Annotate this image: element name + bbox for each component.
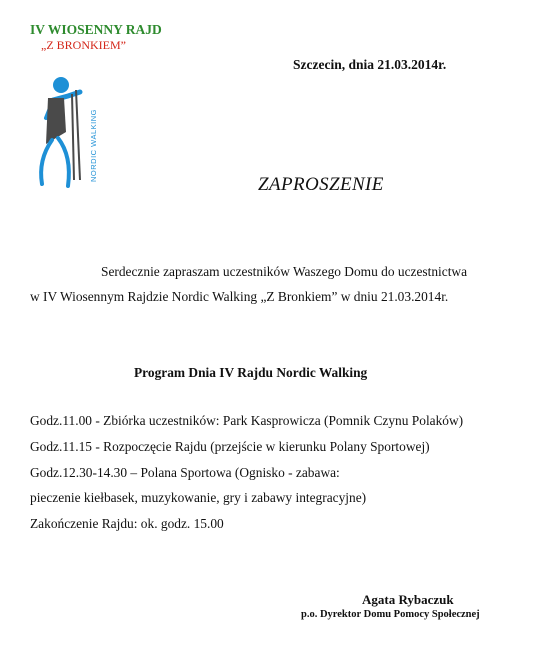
logo-leg-icon xyxy=(58,138,69,186)
program-line: pieczenie kiełbasek, muzykowanie, gry i zabawy integracyjne) xyxy=(30,490,367,505)
brand-subtitle: „Z BRONKIEM” xyxy=(41,38,126,52)
date-line: Szczecin, dnia 21.03.2014r. xyxy=(293,57,447,72)
intro-line-2: w IV Wiosennym Rajdzie Nordic Walking „Z Bronkiem” w dniu 21.03.2014r. xyxy=(30,289,449,304)
program-heading: Program Dnia IV Rajdu Nordic Walking xyxy=(134,365,368,380)
program-line: Godz.12.30-14.30 – Polana Sportowa (Ognisko - zabawa: xyxy=(30,465,340,480)
logo-label: NORDIC WALKING xyxy=(89,109,98,182)
logo-torso-icon xyxy=(46,98,66,144)
logo-pole-icon xyxy=(72,94,74,180)
brand-title: IV WIOSENNY RAJD xyxy=(30,22,162,37)
program-line: Godz.11.15 - Rozpoczęcie Rajdu (przejście w kierunku Polany Sportowej) xyxy=(30,439,430,454)
logo-head-icon xyxy=(53,77,69,93)
document-title: ZAPROSZENIE xyxy=(258,174,384,195)
nordic-walking-logo xyxy=(28,70,104,190)
intro-line-1: Serdecznie zapraszam uczestników Waszego Domu do uczestnictwa xyxy=(101,264,468,279)
signature-role: p.o. Dyrektor Domu Pomocy Społecznej xyxy=(301,609,480,620)
logo-pole-icon xyxy=(76,90,80,180)
program-line: Godz.11.00 - Zbiórka uczestników: Park Kasprowicza (Pomnik Czynu Polaków) xyxy=(30,413,464,428)
program-line: Zakończenie Rajdu: ok. godz. 15.00 xyxy=(30,516,224,531)
signature-name: Agata Rybaczuk xyxy=(362,592,454,607)
logo-leg-icon xyxy=(41,140,52,184)
